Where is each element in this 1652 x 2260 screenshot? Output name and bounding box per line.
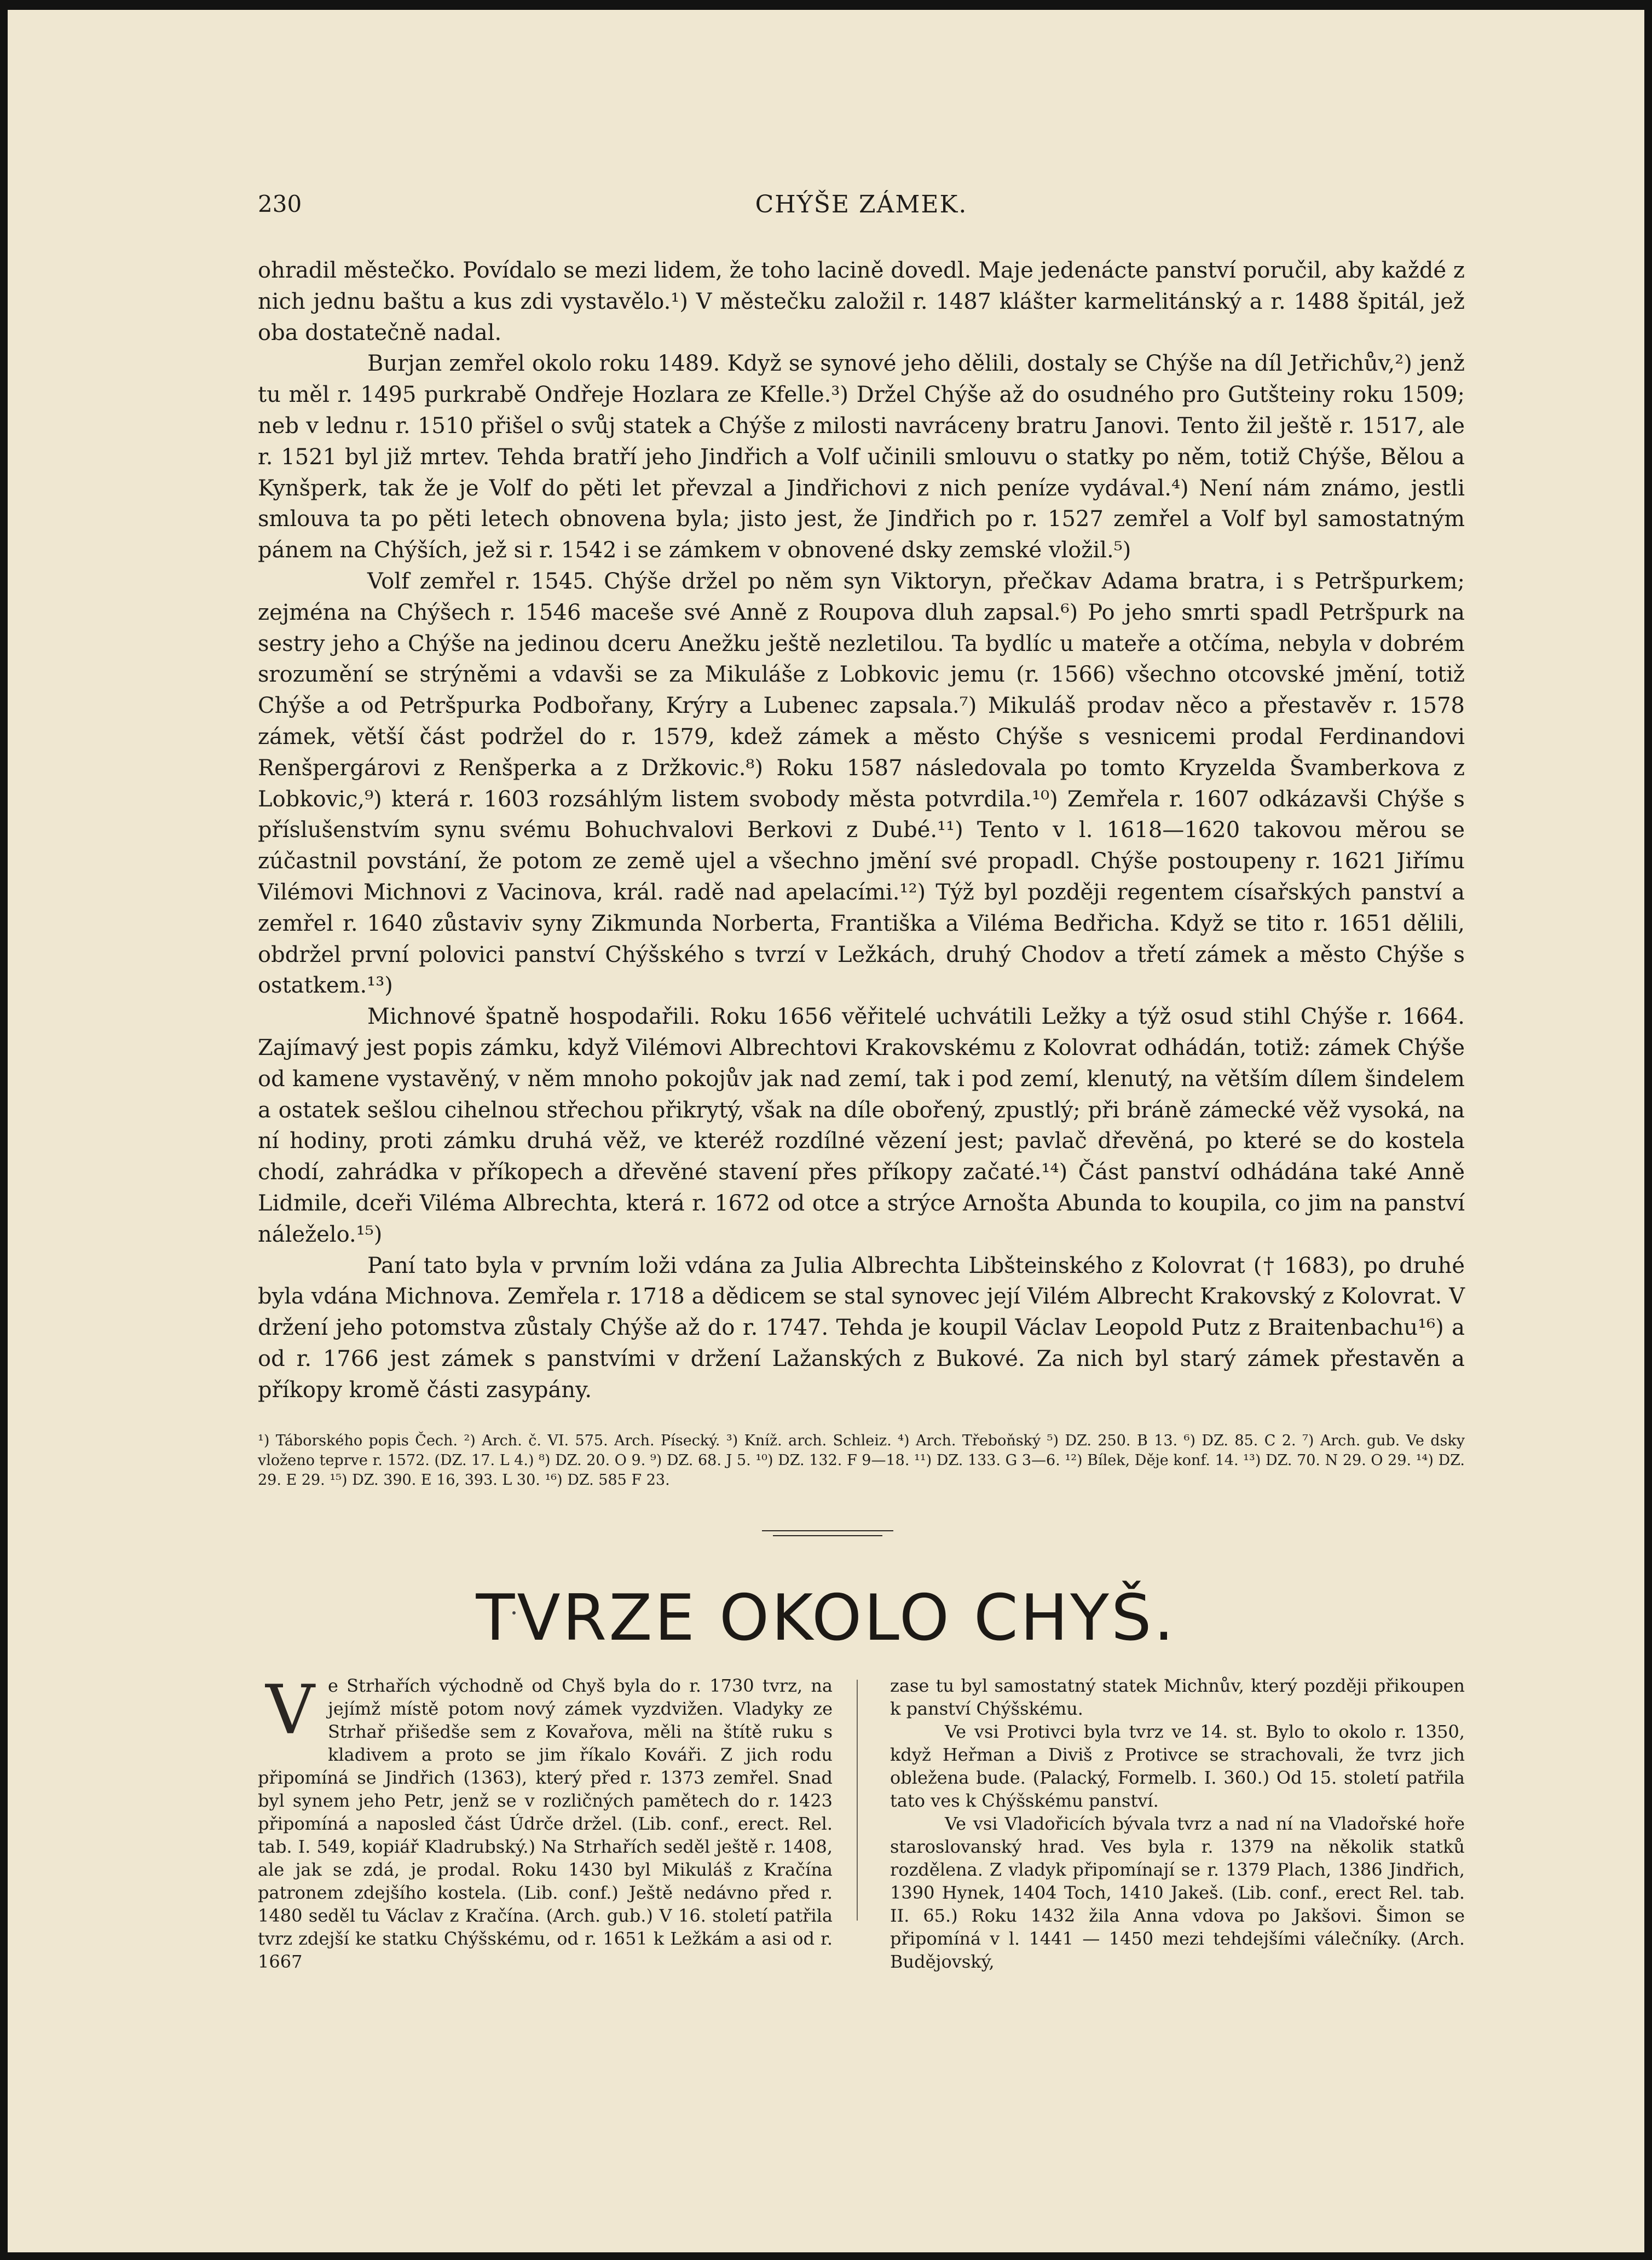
section-title: TVRZE OKOLO CHYŠ. bbox=[476, 1581, 1176, 1655]
column-divider bbox=[857, 1680, 858, 1921]
paragraph: Michnové špatně hospodařili. Roku 1656 věřitelé uchvátili Ležky a týž osud stihl Chýše r. 1664. Zajímavý jest popis zámku, když Vilémovi Albrechtovi Krakovskému z Kolovrat odhádán, totiž: zámek Chýše od kamene vystavěný, v něm mnoho pokojův jak nad zemí, tak i pod zemí, klenutý, na větším dílem šindelem a ostatek sešlou cihelnou střechou přikrytý, však na díle obořený, zpustlý; při bráně zámecké věž vysoká, na ní hodiny, proti zámku druhá věž, ve kteréž rozdílné vězení jest; pavlač dřevěná, po které se do kostela chodí, zahrádka v příkopech a dřevěné stavení přes příkopy začaté.¹⁴) Část panství odhádána také Anně Lidmile, dceři Viléma Albrechta, která r. 1672 od otce a strýce Arnošta Abunda to koupila, co jim na panství náleželo.¹⁵) bbox=[258, 1004, 1465, 1247]
book-page bbox=[8, 10, 1644, 2252]
drop-cap: V bbox=[265, 1671, 315, 1750]
main-text bbox=[258, 255, 1465, 1405]
paragraph: Burjan zemřel okolo roku 1489. Když se synové jeho dělili, dostaly se Chýše na díl Jetřichův,²) jenž tu měl r. 1495 purkrabě Ondřeje Hozlara ze Kfelle.³) Držel Chýše až do osudného pro Gutšteiny roku 1509; neb v lednu r. 1510 přišel o svůj statek a Chýše z milosti navráceny bratru Janovi. Tento žil ještě r. 1517, ale r. 1521 byl již mrtev. Tehda bratří jeho Jindřich a Volf učinili smlouvu o statky po něm, totiž Chýše, Bělou a Kynšperk, tak že je Volf do pěti let převzal a Jindřichovi z nich peníze vydával.⁴) Není nám známo, jestli smlouva ta po pěti letech obnovena byla; jisto jest, že Jindřich po r. 1527 zemřel a Volf byl samostatným pánem na Chýších, jež si r. 1542 i se zámkem v obnovené dsky zemské vložil.⁵) bbox=[258, 351, 1465, 563]
paragraph: ohradil městečko. Povídalo se mezi lidem, že toho lacině dovedl. Maje jedenácte panství poručil, aby každé z nich jednu baštu a kus zdi vystavělo.¹) V městečku založil r. 1487 klášter karmelitánský a r. 1488 špitál, jež oba dostatečně nadal. bbox=[258, 258, 1465, 345]
page-header bbox=[258, 191, 1465, 223]
paragraph: zase tu byl samostatný statek Michnův, který později přikoupen k panství Chýšskému. bbox=[890, 1675, 1465, 1719]
left-column bbox=[258, 1671, 833, 1973]
paragraph: Volf zemřel r. 1545. Chýše držel po něm syn Viktoryn, přečkav Adama bratra, i s Petršpurkem; zejména na Chýšech r. 1546 maceše své Anně z Roupova dluh zapsal.⁶) Po jeho smrti spadl Petršpurk na sestry jeho a Chýše na jedinou dceru Anežku ještě nezletilou. Ta bydlíc u mateře a otčíma, nebyla v dobrém srozumění se strýněmi a vdavši se za Mikuláše z Lobkovic jemu (r. 1566) všechno otcovské jmění, totiž Chýše a od Petršpurka Podbořany, Krýry a Lubenec zapsala.⁷) Mikuláš prodav něco a přestavěv r. 1578 zámek, větší část podržel do r. 1579, kdež zámek a město Chýše s vesnicemi prodal Ferdinandovi Renšpergárovi z Renšperka a z Držkovic.⁸) Roku 1587 následovala po tomto Kryzelda Švamberkova z Lobkovic,⁹) která r. 1603 rozsáhlým listem svobody města potvrdila.¹⁰) Zemřela r. 1607 odkázavši Chýše s příslušenstvím synu svému Bohuchvalovi Berkovi z Dubé.¹¹) Tento v l. 1618—1620 takovou měrou se zúčastnil povstání, že potom ze země ujel a všechno jmění své propadl. Chýše postoupeny r. 1621 Jiřímu Vilémovi Michnovi z Vacinova, král. radě nad apelacími.¹²) Týž byl později regentem císařských panství a zemřel r. 1640 zůstaviv syny Zikmunda Norberta, Františka a Viléma Bedřicha. Když se tito r. 1651 dělili, obdržel první polovici panství Chýšského s tvrzí v Ležkách, druhý Chodov a třetí zámek a město Chýše s ostatkem.¹³) bbox=[258, 568, 1465, 999]
right-column bbox=[890, 1674, 1465, 1973]
footnotes: ¹) Táborského popis Čech. ²) Arch. č. VI. 575. Arch. Písecký. ³) Kníž. arch. Schleiz. ⁴) Arch. Třeboňský ⁵) DZ. 250. B 13. ⁶) DZ. 85. C 2. ⁷) Arch. gub. Ve dsky vloženo teprve r. 1572. (DZ. 17. L 4.) ⁸) DZ. 20. O 9. ⁹) DZ. 68. J 5. ¹⁰) DZ. 132. F 9—18. ¹¹) DZ. 133. G 3—6. ¹²) Bílek, Děje konf. 14. ¹³) DZ. 70. N 29. O 29. ¹⁴) DZ. 29. E 29. ¹⁵) DZ. 390. E 16, 393. L 30. ¹⁶) DZ. 585 F 23. bbox=[258, 1432, 1465, 1489]
paragraph: Ve vsi Vladořicích bývala tvrz a nad ní na Vladořské hoře staroslovanský hrad. Ves byla r. 1379 na několik statků rozdělena. Z vladyk připomínají se r. 1379 Plach, 1386 Jindřich, 1390 Hynek, 1404 Toch, 1410 Jakeš. (Lib. conf., erect Rel. tab. II. 65.) Roku 1432 žila Anna vdova po Jakšovi. Šimon se připomíná v l. 1441 — 1450 mezi tehdejšími válečníky. (Arch. Budějovský, bbox=[890, 1813, 1465, 1972]
paragraph: Ve vsi Protivci byla tvrz ve 14. st. Bylo to okolo r. 1350, když Heřman a Diviš z Protivce se strachovali, že tvrz jich obležena bude. (Palacký, Formelb. I. 360.) Od 15. století patřila tato ves k Chýšskému panství. bbox=[890, 1721, 1465, 1811]
running-title: CHÝŠE ZÁMEK. bbox=[755, 191, 968, 218]
paragraph: Paní tato byla v prvním loži vdána za Julia Albrechta Libšteinského z Kolovrat († 1683), po druhé byla vdána Michnova. Zemřela r. 1718 a dědicem se stal synovec její Vilém Albrecht Krakovský z Kolovrat. V držení jeho potomstva zůstaly Chýše až do r. 1747. Tehda je koupil Václav Leopold Putz z Braitenbachu¹⁶) a od r. 1766 jest zámek s panstvími v držení Lažanských z Bukové. Za nich byl starý zámek přestavěn a příkopy kromě části zasypány. bbox=[258, 1253, 1465, 1403]
section-divider bbox=[773, 1535, 882, 1536]
paragraph: e Strhařích východně od Chyš byla do r. 1730 tvrz, na jejímž místě potom nový zámek vyzdvižen. Vladyky ze Strhař přišedše sem z Kovařova, měli na štítě ruku s kladivem a proto se jim říkalo Kováři. Z jich rodu připomíná se Jindřich (1363), který před r. 1373 zemřel. Snad byl synem jeho Petr, jenž se v rozličných pamětech do r. 1423 připomíná a naposled část Údrče držel. (Lib. conf., erect. Rel. tab. I. 549, kopiář Kladrubský.) Na Strhařích seděl ještě r. 1408, ale jak se zdá, je prodal. Roku 1430 byl Mikuláš z Kračína patronem zdejšího kostela. (Lib. conf.) Ještě nedávno před r. 1480 seděl tu Václav z Kračína. (Arch. gub.) V 16. století patřila tvrz zdejší ke statku Chýšskému, od r. 1651 k Ležkám a asi od r. 1667 bbox=[258, 1675, 833, 1972]
page-number: 230 bbox=[258, 191, 302, 217]
section-divider bbox=[762, 1530, 893, 1531]
